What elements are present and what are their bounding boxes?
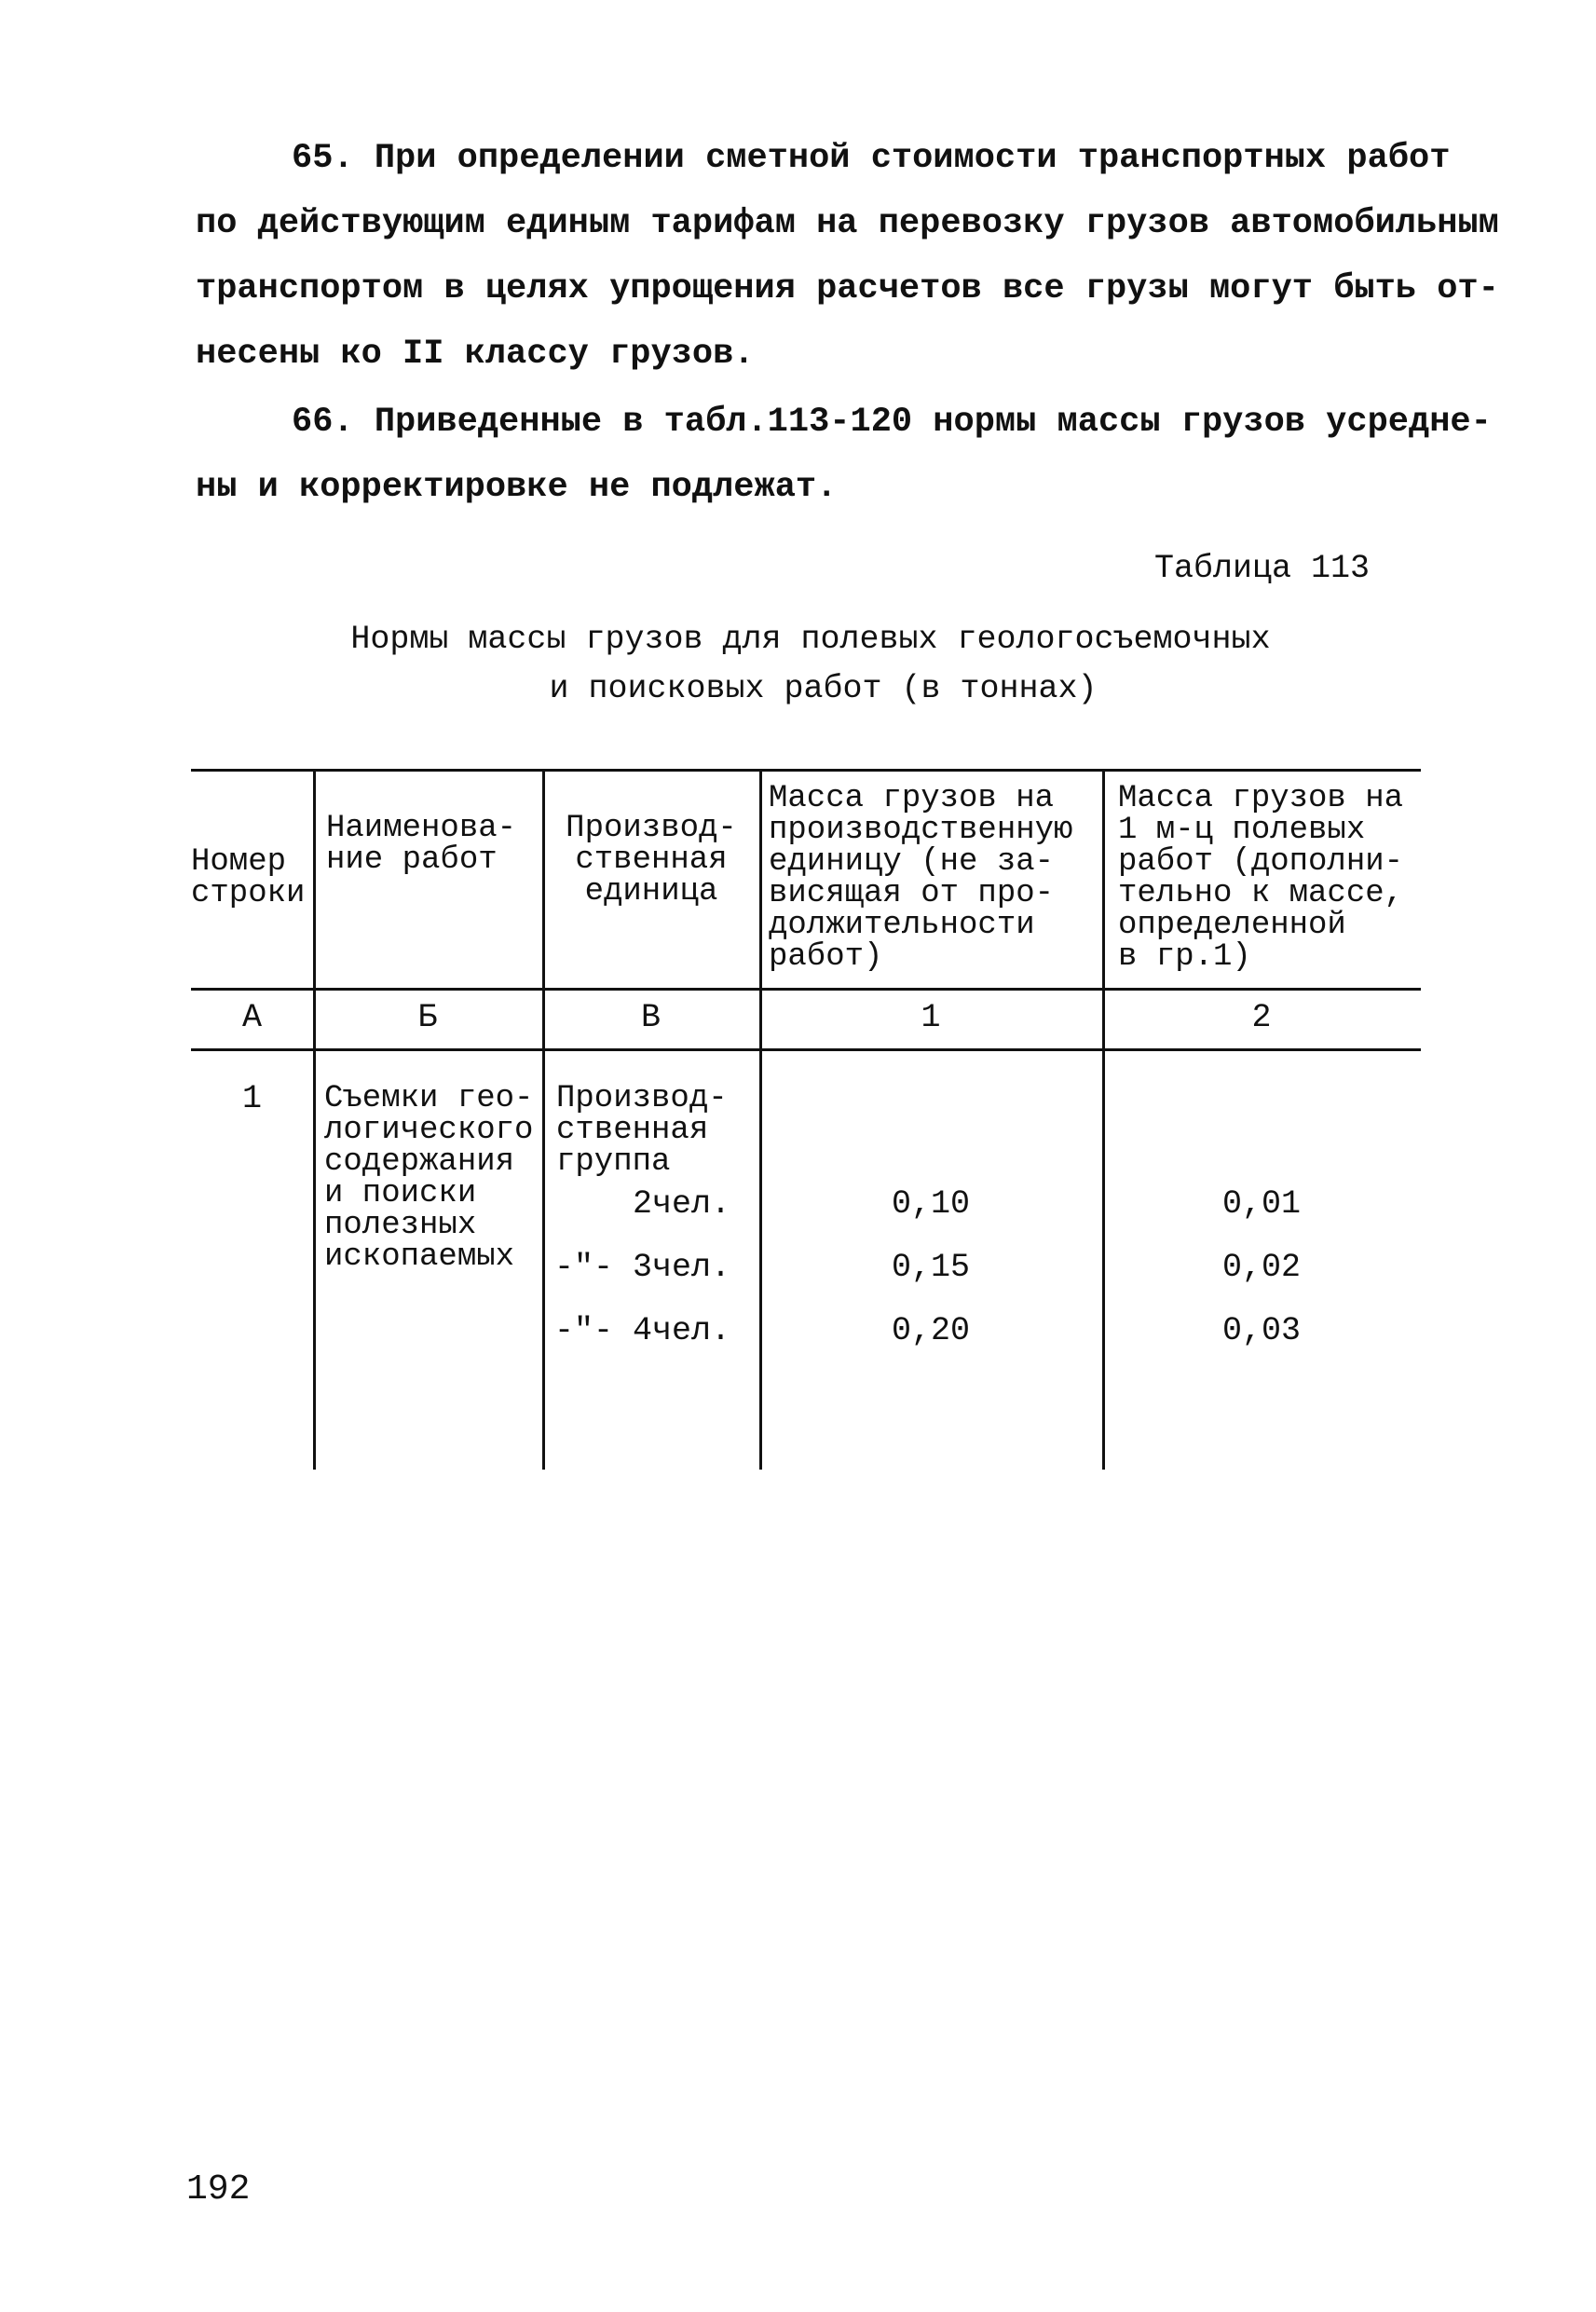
cell-line: Производ- bbox=[556, 1081, 728, 1116]
table-top-rule bbox=[191, 769, 1421, 772]
mass-per-unit-value: 0,10 bbox=[891, 1185, 970, 1223]
column-divider bbox=[759, 771, 762, 1470]
header-line: определенной bbox=[1118, 908, 1346, 943]
cell-line: логического bbox=[324, 1113, 534, 1148]
header-line: Масса грузов на bbox=[769, 781, 1055, 816]
table-header-rule bbox=[191, 988, 1421, 991]
header-line: ственная bbox=[575, 842, 728, 878]
cell-line: содержания bbox=[324, 1144, 515, 1180]
table-caption: Таблица 113 bbox=[1153, 550, 1370, 587]
column-index-a: А bbox=[241, 999, 262, 1036]
paragraph-66 bbox=[196, 390, 1492, 520]
table-title bbox=[196, 615, 1425, 714]
column-divider bbox=[313, 771, 316, 1470]
header-line: тельно к массе, bbox=[1118, 876, 1404, 911]
header-line: единица bbox=[584, 874, 718, 910]
sub-row-label: -"- 4чел. bbox=[553, 1312, 730, 1349]
cell-line: ственная bbox=[556, 1113, 709, 1148]
header-line: работ (дополни- bbox=[1118, 844, 1404, 880]
column-index-v: В bbox=[640, 999, 661, 1036]
header-line: ние работ bbox=[326, 842, 498, 878]
row-unit-name bbox=[556, 1083, 757, 1178]
column-index-2: 2 bbox=[1251, 999, 1272, 1036]
header-mass-per-month bbox=[1118, 783, 1421, 973]
cell-line: ископаемых bbox=[324, 1239, 515, 1275]
page-number: 192 bbox=[186, 2169, 251, 2209]
row-number: 1 bbox=[241, 1080, 262, 1117]
table-title-line: и поисковых работ (в тоннах) bbox=[549, 670, 1098, 707]
header-row-number bbox=[191, 846, 313, 910]
mass-per-month-value: 0,02 bbox=[1221, 1249, 1301, 1286]
mass-per-month-value: 0,01 bbox=[1221, 1185, 1301, 1223]
header-line: работ) bbox=[769, 939, 883, 975]
mass-per-month-value: 0,03 bbox=[1221, 1312, 1301, 1349]
header-production-unit bbox=[544, 813, 758, 908]
cell-line: Съемки гео- bbox=[324, 1081, 534, 1116]
header-line: производственную bbox=[769, 813, 1073, 848]
header-line: единицу (не за- bbox=[769, 844, 1055, 880]
header-line: Производ- bbox=[566, 811, 737, 846]
cell-line: полезных bbox=[324, 1208, 477, 1243]
mass-per-unit-value: 0,15 bbox=[891, 1249, 970, 1286]
column-divider bbox=[1102, 771, 1105, 1470]
header-line: Номер bbox=[191, 844, 287, 880]
header-mass-per-unit bbox=[769, 783, 1102, 973]
column-index-b: Б bbox=[417, 999, 438, 1036]
header-line: висящая от про- bbox=[769, 876, 1055, 911]
paragraph-65 bbox=[196, 126, 1499, 387]
row-work-name bbox=[324, 1083, 540, 1273]
header-line: должительности bbox=[769, 908, 1035, 943]
paragraph-line: транспортом в целях упрощения расчетов все грузы могут быть от- bbox=[196, 269, 1499, 308]
paragraph-line: 66. Приведенные в табл.113-120 нормы массы грузов усредне- bbox=[292, 403, 1492, 442]
header-work-name bbox=[326, 813, 539, 876]
paragraph-line: по действующим единым тарифам на перевозку грузов автомобильным bbox=[196, 204, 1499, 243]
sub-row-label: -"- 3чел. bbox=[553, 1249, 730, 1286]
header-line: в гр.1) bbox=[1118, 939, 1251, 975]
header-line: 1 м-ц полевых bbox=[1118, 813, 1366, 848]
mass-per-unit-value: 0,20 bbox=[891, 1312, 970, 1349]
header-line: Масса грузов на bbox=[1118, 781, 1404, 816]
paragraph-line: 65. При определении сметной стоимости транспортных работ bbox=[292, 139, 1451, 178]
paragraph-line: ны и корректировке не подлежат. bbox=[196, 468, 838, 507]
sub-row-label: 2чел. bbox=[632, 1185, 730, 1223]
cell-line: группа bbox=[556, 1144, 671, 1180]
table-index-rule bbox=[191, 1048, 1421, 1051]
table-title-line: Нормы массы грузов для полевых геологосъемочных bbox=[350, 621, 1271, 658]
column-index-1: 1 bbox=[921, 999, 941, 1036]
cell-line: и поиски bbox=[324, 1176, 477, 1211]
paragraph-line: несены ко II классу грузов. bbox=[196, 335, 755, 374]
header-line: Наименова- bbox=[326, 811, 517, 846]
header-line: строки bbox=[191, 876, 306, 911]
